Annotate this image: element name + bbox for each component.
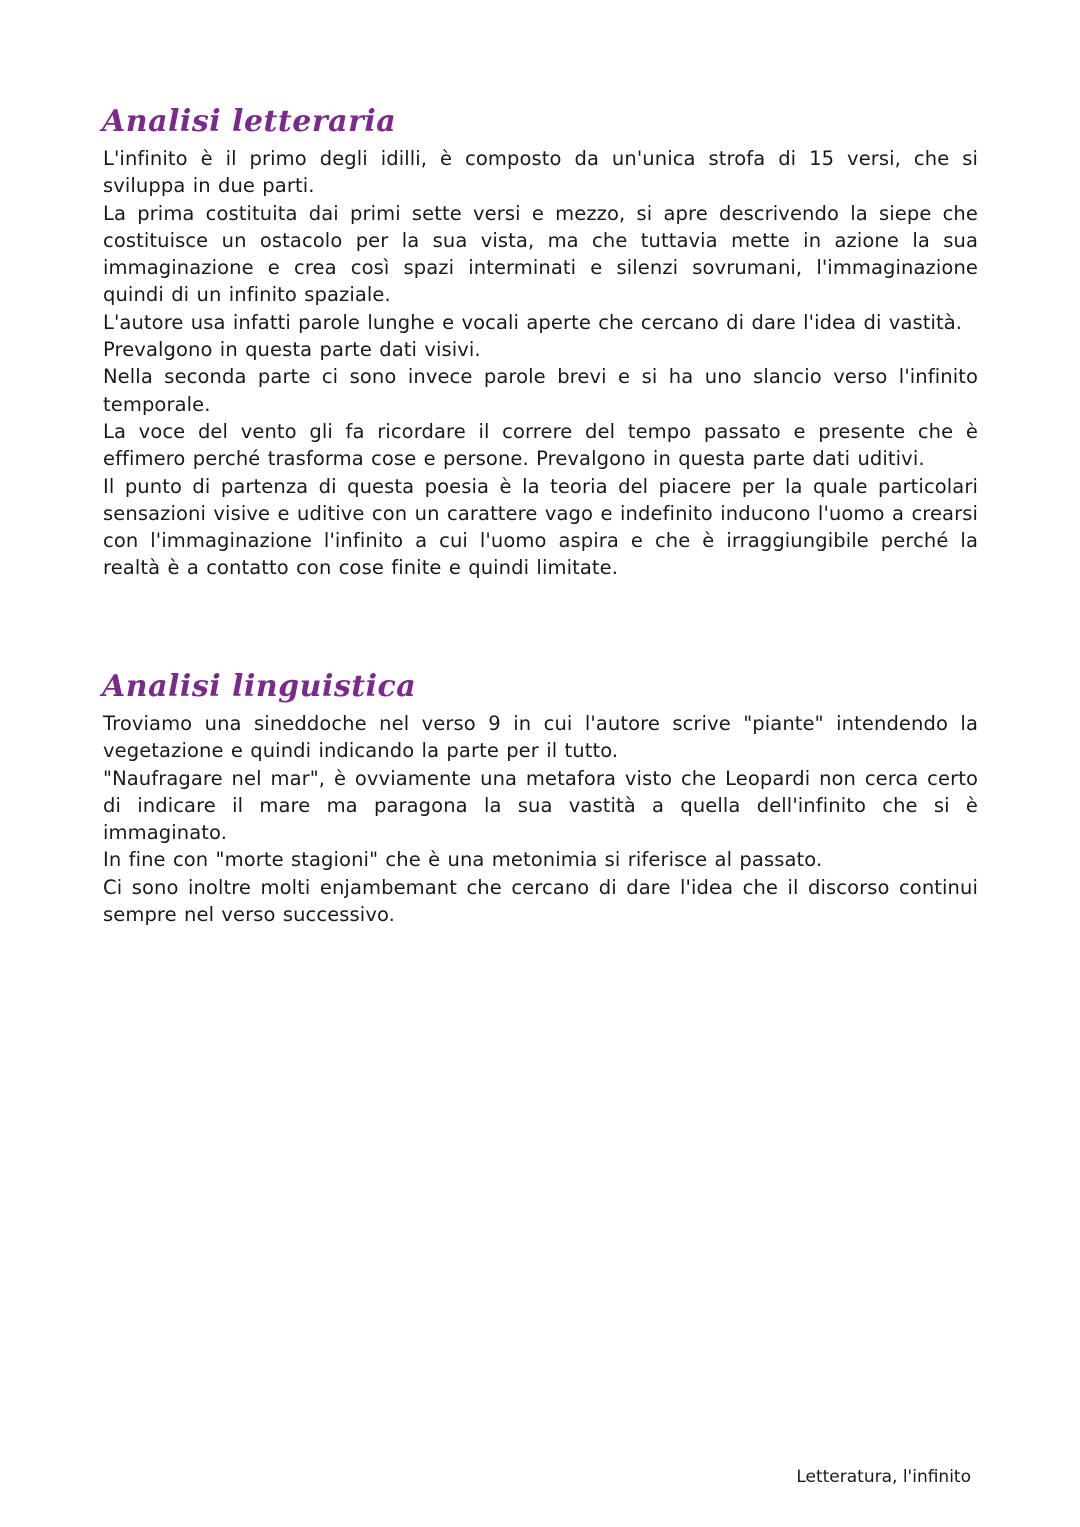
- section-heading: Analisi linguistica: [102, 669, 417, 704]
- paragraph: Prevalgono in questa parte dati visivi.: [103, 338, 481, 362]
- paragraph: Il punto di partenza di questa poesia è la teoria del piacere per la quale particolari sensazioni visive e uditive con un carattere vago e indefinito inducono l'uomo a crearsi con l'immaginazione l'infinito a cui l'uomo aspira e che è irraggiungibile perché la realtà è a contatto con cose finite e quindi limitate.: [103, 474, 978, 580]
- paragraph: Ci sono inoltre molti enjambemant che cercano di dare l'idea che il discorso continui sempre nel verso successivo.: [103, 875, 978, 927]
- paragraph: Troviamo una sineddoche nel verso 9 in cui l'autore scrive "piante" intendendo la vegetazione e quindi indicando la parte per il tutto.: [103, 712, 978, 763]
- paragraph: La prima costituita dai primi sette versi e mezzo, si apre descrivendo la siepe che costituisce un ostacolo per la sua vista, ma che tuttavia mette in azione la sua immaginazione e crea così spazi interminati e silenzi sovrumani, l'immaginazione quindi di un infinito spaziale.: [103, 201, 978, 307]
- paragraph: La voce del vento gli fa ricordare il correre del tempo passato e presente che è effimero perché trasforma cose e persone. Prevalgono in questa parte dati uditivi.: [103, 419, 978, 471]
- paragraph: Nella seconda parte ci sono invece parole brevi e si ha uno slancio verso l'infinito temporale.: [103, 365, 978, 416]
- page-footer: Letteratura, l'infinito: [796, 1467, 971, 1487]
- section-analisi-linguistica: [103, 668, 978, 928]
- paragraph: L'autore usa infatti parole lunghe e vocali aperte che cercano di dare l'idea di vastità.: [103, 310, 963, 334]
- paragraph: In fine con "morte stagioni" che è una metonimia si riferisce al passato.: [103, 848, 823, 872]
- paragraph: L'infinito è il primo degli idilli, è composto da un'unica strofa di 15 versi, che si sviluppa in due parti.: [103, 147, 978, 198]
- section-analisi-letteraria: [103, 103, 978, 582]
- paragraph: "Naufragare nel mar", è ovviamente una metafora visto che Leopardi non cerca certo di indicare il mare ma paragona la sua vastità a quella dell'infinito che si è immaginato.: [103, 766, 978, 845]
- section-heading: Analisi letteraria: [102, 104, 397, 139]
